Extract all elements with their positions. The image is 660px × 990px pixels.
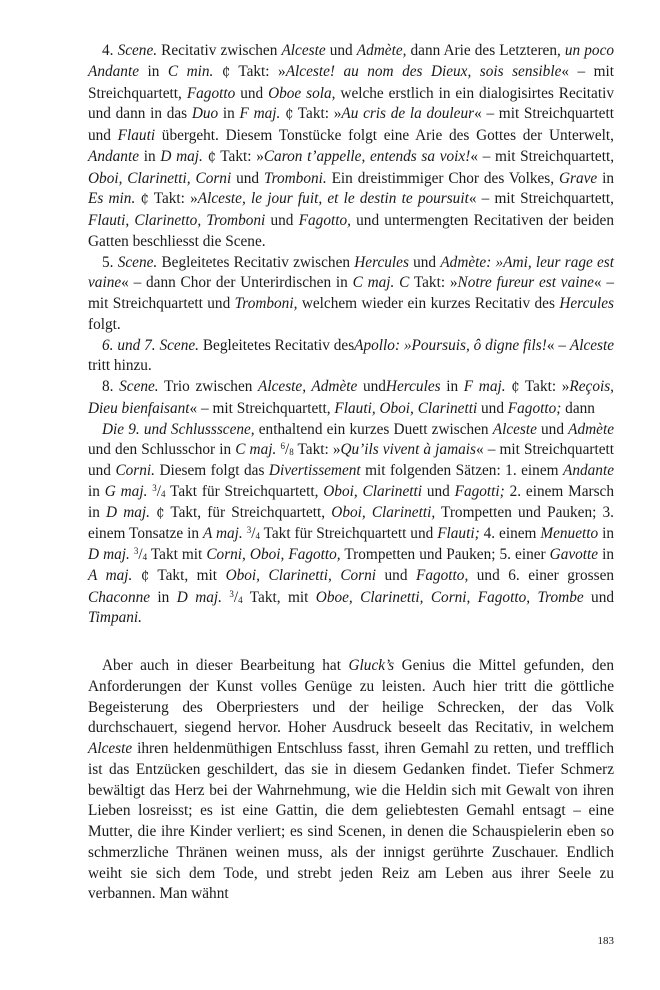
alla-breve-symbol: ₵ <box>511 380 520 395</box>
alla-breve-symbol: ₵ <box>156 505 165 521</box>
page-number: 183 <box>597 935 614 947</box>
scene-5-paragraph: 5. Scene. Begleitetes Recitativ zwischen Hercules und Admète: »Ami, leur rage est vaine« – dann Chor der Unterirdischen in C maj. C Takt: »Notre fureur est vaine« – mit Streichquartett und Tromboni, welchem wieder ein kurzes Recitativ des Hercules folgt. <box>88 253 615 333</box>
page-content <box>88 41 614 905</box>
scene-list <box>88 41 614 629</box>
scene-6-7-paragraph: 6. und 7. Scene. Begleitetes Recitativ desApollo: »Poursuis, ô digne fils!« – Alceste tritt hinzu. <box>88 336 615 375</box>
alla-breve-symbol: ₵ <box>140 568 150 584</box>
alla-breve-symbol: ₵ <box>285 107 294 123</box>
scene-8-paragraph: 8. Scene. Trio zwischen Alceste, Admète undHercules in F maj. ₵ Takt: »Reçois, Dieu bienfaisant« – mit Streichquartett, Flauti, Oboi, Clarinetti und Fagotto; dann <box>88 378 615 417</box>
scene-4-paragraph: 4. Scene. Recitativ zwischen Alceste und Admète, dann Arie des Letzteren, un poco Andante in C min. ₵ Takt: »Alceste! au nom des Dieux, sois sensible« – mit Streichquartett, Fagotto und Oboe sola, welche erstlich in ein dialogisirtes Recitativ und dann in das Duo in F maj. ₵ Takt: »Au cris de la douleur« – mit Streichquartett und Flauti übergeht. Diesem Tonstücke folgt eine Arie des Gottes der Unterwelt, Andante in D maj. ₵ Takt: »Caron t’appelle, entends sa voix!« – mit Streichquartett, Oboi, Clarinetti, Corni und Tromboni. Ein dreistimmiger Chor des Volkes, Grave in Es min. ₵ Takt: »Alceste, le jour fuit, et le destin te poursuit« – mit Streichquartett, Flauti, Clarinetto, Tromboni und Fagotto, und untermengten Recitativen der beiden Gatten beschliesst die Scene. <box>88 42 615 250</box>
scene-9-paragraph: Die 9. und Schlussscene, enthaltend ein kurzes Duett zwischen Alceste und Admète und den Schlusschor in C maj. $^6/_8$ Takt: »Qu’ils vivent à jamais« – mit Streichquartett und Corni. Diesem folgt das Divertissement mit folgenden Sätzen: 1. einem Andante in G maj. $^3/_4$ Takt für Streichquartett, Oboi, Clarinetti und Fagotti; 2. einem Marsch in D maj. ₵ Takt, für Streichquartett, Oboi, Clarinetti, Trompetten und Pauken; 3. einem Tonsatze in A maj. $^3/_4$ Takt für Streichquartett und Flauti; 4. einem Menuetto in D maj. $^3/_4$ Takt mit Corni, Oboi, Fagotto, Trompetten und Pauken; 5. einer Gavotte in A maj. ₵ Takt, mit Oboi, Clarinetti, Corni und Fagotto, und 6. einer grossen Chaconne in D maj. $^3/_4$ Takt, mit Oboe, Clarinetti, Corni, Fagotto, Trombe und Timpani. <box>88 420 615 627</box>
body-text <box>88 656 614 905</box>
alla-breve-symbol: ₵ <box>221 64 231 80</box>
alla-breve-symbol: ₵ <box>207 149 216 165</box>
body-paragraph: Aber auch in dieser Bearbeitung hat Gluck’s Genius die Mittel gefunden, den Anforderungen der Kunst volles Genüge zu leisten. Auch hier tritt die göttliche Begeisterung des Oberpriesters und der heilige Schrecken, der das Volk durchschauert, siegend hervor. Hoher Ausdruck beseelt das Recitativ, in welchem Alceste ihren heldenmüthigen Entschluss fasst, ihren Gemahl zu retten, und trefflich ist das Entzücken geschildert, das sie in diesem Gedanken findet. Tiefer Schmerz bewältigt das Herz bei der Wahrnehmung, wie die Heldin sich mit Gewalt von ihren Lieben losreisst; es ist eine Gattin, die dem geliebtesten Gemahl entsagt – eine Mutter, die ihre Kinder verliert; es sind Scenen, in denen die Schauspielerin eben so schmerzliche Thränen weinen muss, als der innigst gerührte Zuschauer. Endlich weiht sie sich dem Tode, und strebt jeden Reiz am Leben aus ihrer Seele zu verbannen. Man wähnt <box>88 657 614 903</box>
alla-breve-symbol: ₵ <box>140 192 149 208</box>
